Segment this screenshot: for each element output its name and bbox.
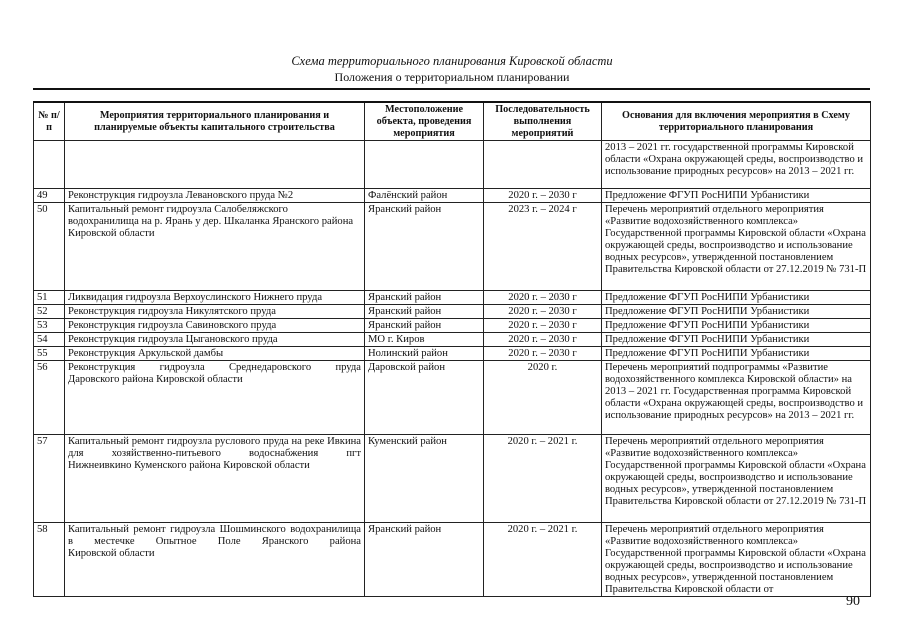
measures-table [33,101,871,597]
cell-location: Куменский район [365,434,484,522]
cell-number [34,140,65,188]
cell-period [484,140,602,188]
cell-action [65,434,365,522]
cell-basis: Предложение ФГУП РосНИПИ Урбанистики [602,346,871,360]
header-rule [33,88,870,90]
cell-period: 2020 г. – 2030 г [484,290,602,304]
cell-action: Реконструкция гидроузла Савиновского пруда [65,318,365,332]
cell-location: Даровской район [365,360,484,434]
cell-period: 2020 г. – 2021 г. [484,522,602,596]
cell-location: Яранский район [365,304,484,318]
cell-number: 58 [34,522,65,596]
table-header-row [34,102,871,140]
cell-location: Яранский район [365,290,484,304]
cell-action: Реконструкция гидроузла Никулятского пруда [65,304,365,318]
cell-number: 57 [34,434,65,522]
cell-number: 56 [34,360,65,434]
col-header-location: Местоположение объекта, проведения мероприятия [365,102,484,140]
table-row [34,304,871,318]
cell-number: 52 [34,304,65,318]
cell-number: 55 [34,346,65,360]
cell-basis: Перечень мероприятий отдельного мероприятия «Развитие водохозяйственного комплекса» Государственной программы Кировской области «Охрана окружающей среды, воспроизводство и использование водных ресурсов», утвержденной постановлением Правительства Кировской области от [602,522,871,596]
cell-action-line: Капитальный ремонт гидроузла руслового пруда на реке Ивкина для хозяйственно-питьевого водоснабжения пгт [68,435,361,459]
col-header-action: Мероприятия территориального планирования и планируемые объекты капитального строительства [65,102,365,140]
cell-number: 51 [34,290,65,304]
cell-action-line: Даровского района Кировской области [68,373,243,385]
cell-action: Реконструкция гидроузла Цыгановского пруда [65,332,365,346]
cell-basis: Предложение ФГУП РосНИПИ Урбанистики [602,304,871,318]
cell-number: 53 [34,318,65,332]
cell-period: 2020 г. – 2030 г [484,332,602,346]
cell-period: 2023 г. – 2024 г [484,202,602,290]
col-header-basis: Основания для включения мероприятия в Схему территориального планирования [602,102,871,140]
cell-action [65,140,365,188]
cell-basis: Предложение ФГУП РосНИПИ Урбанистики [602,290,871,304]
cell-basis: Предложение ФГУП РосНИПИ Урбанистики [602,188,871,202]
cell-basis: Перечень мероприятий подпрограммы «Развитие водохозяйственного комплекса Кировской области» на 2013 – 2021 гг. Государственная программа Кировской области «Охрана окружающей среды, воспроизводство и использование природных ресурсов» на 2013 – 2021 гг. [602,360,871,434]
table-row [34,360,871,434]
cell-period: 2020 г. – 2030 г [484,346,602,360]
table-row [34,346,871,360]
col-header-number: № п/п [34,102,65,140]
document-title: Схема территориального планирования Кировской области [291,54,613,68]
cell-location [365,140,484,188]
cell-location: Яранский район [365,318,484,332]
cell-action [65,522,365,596]
cell-location: Нолинский район [365,346,484,360]
cell-location: Фалёнский район [365,188,484,202]
table-row [34,290,871,304]
cell-action: Реконструкция Аркульской дамбы [65,346,365,360]
cell-action: Ликвидация гидроузла Верхоуслинского Нижнего пруда [65,290,365,304]
cell-period: 2020 г. – 2021 г. [484,434,602,522]
table-row [34,188,871,202]
cell-basis: Перечень мероприятий отдельного мероприятия «Развитие водохозяйственного комплекса» Государственной программы Кировской области «Охрана окружающей среды, воспроизводство и использование водных ресурсов», утвержденной постановлением Правительства Кировской области от 27.12.2019 № 731-П [602,202,871,290]
cell-period: 2020 г. – 2030 г [484,318,602,332]
table-row [34,332,871,346]
document-subtitle: Положения о территориальном планировании [334,70,570,84]
table-row [34,522,871,596]
cell-location: Яранский район [365,522,484,596]
table-row [34,434,871,522]
cell-location: МО г. Киров [365,332,484,346]
cell-action: Капитальный ремонт гидроузла Салобеляжского водохранилища на р. Ярань у дер. Шкаланка Яранского района Кировской области [65,202,365,290]
table-row [34,202,871,290]
table-row-continuation [34,140,871,188]
cell-action: Реконструкция гидроузла Левановского пруда №2 [65,188,365,202]
cell-period: 2020 г. [484,360,602,434]
cell-action-line: Капитальный ремонт гидроузла Шошминского водохранилища в местечке Опытное Поле Яранского района [68,523,361,547]
cell-action-line: Нижнеивкино Куменского района Кировской области [68,459,310,471]
cell-number: 49 [34,188,65,202]
cell-basis: Предложение ФГУП РосНИПИ Урбанистики [602,332,871,346]
cell-period: 2020 г. – 2030 г [484,304,602,318]
cell-basis: Перечень мероприятий отдельного мероприятия «Развитие водохозяйственного комплекса» Государственной программы Кировской области «Охрана окружающей среды, воспроизводство и использование водных ресурсов», утвержденной постановлением Правительства Кировской области от 27.12.2019 № 731-П [602,434,871,522]
cell-basis: Предложение ФГУП РосНИПИ Урбанистики [602,318,871,332]
col-header-period: Последовательность выполнения мероприятий [484,102,602,140]
cell-action-line: Реконструкция гидроузла Среднедаровского пруда [68,361,361,373]
cell-action [65,360,365,434]
table-row [34,318,871,332]
cell-number: 54 [34,332,65,346]
cell-basis: 2013 – 2021 гг. государственной программы Кировской области «Охрана окружающей среды, воспроизводство и использование природных ресурсов» на 2013 – 2021 гг. [602,140,871,188]
cell-action-line: Кировской области [68,547,155,559]
page-number: 90 [846,594,860,609]
cell-location: Яранский район [365,202,484,290]
cell-number: 50 [34,202,65,290]
cell-period: 2020 г. – 2030 г [484,188,602,202]
